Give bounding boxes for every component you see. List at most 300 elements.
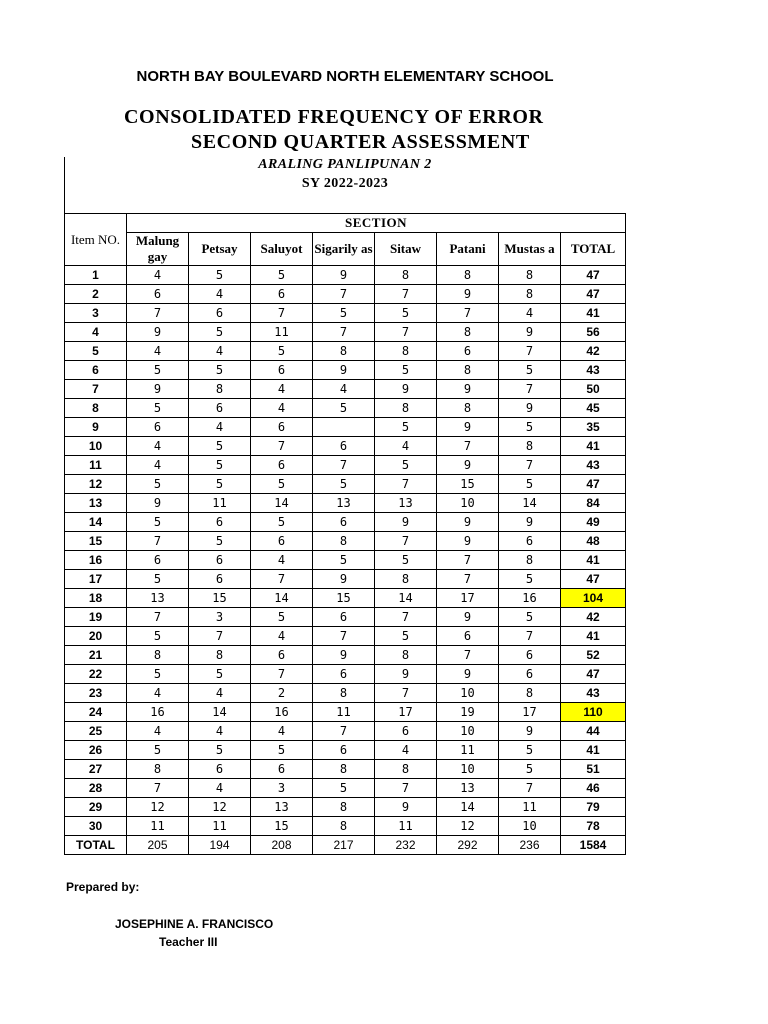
- error-count-cell: 10: [437, 684, 499, 703]
- error-count-cell: 16: [499, 589, 561, 608]
- error-count-cell: 11: [251, 323, 313, 342]
- error-count-cell: 6: [189, 760, 251, 779]
- subject-title: ARALING PANLIPUNAN 2: [258, 157, 432, 172]
- error-count-cell: 5: [499, 475, 561, 494]
- row-total: 41: [561, 741, 626, 760]
- error-count-cell: 13: [437, 779, 499, 798]
- item-number-header: Item NO.: [65, 214, 127, 266]
- table-row: [65, 589, 626, 608]
- error-count-cell: 8: [313, 684, 375, 703]
- error-count-cell: 8: [375, 399, 437, 418]
- error-count-cell: 7: [437, 570, 499, 589]
- table-row: [65, 817, 626, 836]
- row-total: 47: [561, 475, 626, 494]
- error-count-cell: 7: [189, 627, 251, 646]
- error-count-cell: 6: [251, 532, 313, 551]
- error-count-cell: 6: [189, 551, 251, 570]
- error-count-cell: 9: [499, 399, 561, 418]
- error-count-cell: 14: [375, 589, 437, 608]
- column-total: 194: [189, 836, 251, 855]
- table-row: [65, 570, 626, 589]
- error-count-cell: 4: [189, 418, 251, 437]
- error-count-cell: 5: [313, 399, 375, 418]
- error-count-cell: 9: [127, 494, 189, 513]
- error-count-cell: 4: [189, 779, 251, 798]
- error-count-cell: 7: [375, 323, 437, 342]
- error-count-cell: 6: [189, 513, 251, 532]
- error-count-cell: 14: [437, 798, 499, 817]
- error-count-cell: 7: [127, 532, 189, 551]
- error-count-cell: 9: [437, 418, 499, 437]
- error-count-cell: 15: [313, 589, 375, 608]
- error-count-cell: 6: [313, 741, 375, 760]
- error-count-cell: 13: [313, 494, 375, 513]
- error-count-cell: 15: [437, 475, 499, 494]
- error-count-cell: 5: [127, 513, 189, 532]
- row-total: 41: [561, 551, 626, 570]
- error-count-cell: 8: [375, 646, 437, 665]
- column-header-sitaw: Sitaw: [375, 233, 437, 266]
- item-number: 4: [65, 323, 127, 342]
- error-frequency-table: [64, 213, 626, 855]
- error-count-cell: 11: [499, 798, 561, 817]
- error-count-cell: 5: [127, 627, 189, 646]
- table-row: [65, 285, 626, 304]
- error-count-cell: 6: [251, 646, 313, 665]
- error-count-cell: 9: [437, 380, 499, 399]
- error-count-cell: 8: [313, 342, 375, 361]
- error-count-cell: 9: [437, 285, 499, 304]
- column-header-mustasa: Mustas a: [499, 233, 561, 266]
- table-row: [65, 532, 626, 551]
- error-count-cell: 8: [127, 646, 189, 665]
- error-count-cell: 7: [251, 304, 313, 323]
- error-count-cell: 7: [437, 437, 499, 456]
- error-count-cell: 5: [313, 475, 375, 494]
- row-total: 47: [561, 266, 626, 285]
- error-count-cell: 5: [499, 741, 561, 760]
- error-count-cell: 5: [189, 532, 251, 551]
- error-count-cell: 5: [251, 513, 313, 532]
- prepared-by-label: Prepared by:: [66, 880, 140, 894]
- error-count-cell: 7: [437, 646, 499, 665]
- error-count-cell: 5: [127, 361, 189, 380]
- error-count-cell: 7: [375, 475, 437, 494]
- item-number: 19: [65, 608, 127, 627]
- error-count-cell: 15: [189, 589, 251, 608]
- error-count-cell: 8: [499, 266, 561, 285]
- error-count-cell: 5: [189, 266, 251, 285]
- error-count-cell: 7: [375, 684, 437, 703]
- column-header-petsay: Petsay: [189, 233, 251, 266]
- error-count-cell: 5: [251, 608, 313, 627]
- error-count-cell: 4: [499, 304, 561, 323]
- error-count-cell: 4: [375, 741, 437, 760]
- error-count-cell: 7: [375, 608, 437, 627]
- error-count-cell: 9: [313, 646, 375, 665]
- preparer-name: JOSEPHINE A. FRANCISCO: [115, 917, 274, 931]
- table-row: [65, 722, 626, 741]
- table-row: [65, 342, 626, 361]
- item-number: 2: [65, 285, 127, 304]
- item-number: 15: [65, 532, 127, 551]
- error-count-cell: 10: [437, 760, 499, 779]
- row-total: 52: [561, 646, 626, 665]
- item-number: 23: [65, 684, 127, 703]
- error-count-cell: 7: [375, 779, 437, 798]
- error-count-cell: 4: [251, 722, 313, 741]
- error-count-cell: 8: [375, 266, 437, 285]
- error-count-cell: 5: [127, 475, 189, 494]
- column-header-patani: Patani: [437, 233, 499, 266]
- error-count-cell: 9: [437, 608, 499, 627]
- error-count-cell: 6: [189, 399, 251, 418]
- error-count-cell: 6: [499, 646, 561, 665]
- error-count-cell: 12: [127, 798, 189, 817]
- table-row: [65, 361, 626, 380]
- error-count-cell: 5: [189, 437, 251, 456]
- row-total: 46: [561, 779, 626, 798]
- error-count-cell: 4: [251, 551, 313, 570]
- table-row: [65, 798, 626, 817]
- column-header-saluyot: Saluyot: [251, 233, 313, 266]
- error-count-cell: 8: [189, 380, 251, 399]
- row-total: 42: [561, 608, 626, 627]
- error-count-cell: 4: [189, 722, 251, 741]
- error-count-cell: 6: [499, 532, 561, 551]
- error-count-cell: 7: [375, 532, 437, 551]
- item-number: 16: [65, 551, 127, 570]
- error-count-cell: 5: [189, 456, 251, 475]
- row-total: 41: [561, 627, 626, 646]
- error-count-cell: 5: [375, 627, 437, 646]
- row-total: 43: [561, 456, 626, 475]
- error-count-cell: 7: [127, 608, 189, 627]
- error-count-cell: 5: [251, 475, 313, 494]
- item-number: 28: [65, 779, 127, 798]
- item-number: 12: [65, 475, 127, 494]
- error-count-cell: 7: [499, 627, 561, 646]
- error-count-cell: 8: [499, 684, 561, 703]
- error-count-cell: 8: [127, 760, 189, 779]
- error-count-cell: 5: [499, 608, 561, 627]
- item-number: 1: [65, 266, 127, 285]
- error-count-cell: 5: [313, 551, 375, 570]
- table-row: [65, 513, 626, 532]
- error-count-cell: 5: [189, 475, 251, 494]
- error-count-cell: 9: [499, 323, 561, 342]
- preparer-position: Teacher III: [159, 935, 218, 949]
- error-count-cell: 6: [127, 418, 189, 437]
- error-count-cell: 8: [313, 760, 375, 779]
- item-number: 22: [65, 665, 127, 684]
- error-count-cell: 7: [127, 779, 189, 798]
- error-count-cell: 11: [437, 741, 499, 760]
- error-count-cell: 5: [189, 361, 251, 380]
- error-count-cell: 9: [313, 361, 375, 380]
- column-total: 205: [127, 836, 189, 855]
- border-line: [64, 157, 65, 214]
- error-count-cell: 5: [499, 570, 561, 589]
- table-row: [65, 399, 626, 418]
- table-row: [65, 627, 626, 646]
- error-count-cell: 9: [375, 513, 437, 532]
- error-count-cell: 8: [437, 399, 499, 418]
- error-count-cell: 5: [127, 741, 189, 760]
- item-number: 11: [65, 456, 127, 475]
- error-count-cell: 4: [127, 456, 189, 475]
- row-total: 78: [561, 817, 626, 836]
- error-count-cell: 7: [499, 779, 561, 798]
- row-total: 56: [561, 323, 626, 342]
- school-year: SY 2022-2023: [301, 176, 389, 191]
- error-count-cell: 6: [313, 665, 375, 684]
- error-count-cell: 4: [189, 285, 251, 304]
- error-count-cell: 5: [499, 418, 561, 437]
- error-count-cell: 2: [251, 684, 313, 703]
- error-count-cell: 3: [189, 608, 251, 627]
- error-count-cell: 5: [375, 304, 437, 323]
- error-count-cell: 4: [251, 380, 313, 399]
- error-count-cell: 9: [127, 323, 189, 342]
- error-count-cell: 7: [437, 551, 499, 570]
- error-count-cell: 6: [251, 418, 313, 437]
- report-title-line1: CONSOLIDATED FREQUENCY OF ERROR: [124, 106, 544, 128]
- error-count-cell: 11: [375, 817, 437, 836]
- table-row: [65, 703, 626, 722]
- error-count-cell: 6: [437, 627, 499, 646]
- row-total: 41: [561, 304, 626, 323]
- table-row: [65, 551, 626, 570]
- item-number: 27: [65, 760, 127, 779]
- error-count-cell: 4: [375, 437, 437, 456]
- item-number: 29: [65, 798, 127, 817]
- table-row: [65, 684, 626, 703]
- error-count-cell: 15: [251, 817, 313, 836]
- error-count-cell: 6: [189, 304, 251, 323]
- error-count-cell: 7: [499, 380, 561, 399]
- error-count-cell: 12: [437, 817, 499, 836]
- error-count-cell: 4: [251, 399, 313, 418]
- item-number: 17: [65, 570, 127, 589]
- error-count-cell: 8: [499, 551, 561, 570]
- error-count-cell: 5: [189, 665, 251, 684]
- error-count-cell: 5: [499, 361, 561, 380]
- error-count-cell: 6: [313, 437, 375, 456]
- row-total: 43: [561, 361, 626, 380]
- error-count-cell: 17: [375, 703, 437, 722]
- item-number: 24: [65, 703, 127, 722]
- table-row: [65, 437, 626, 456]
- row-total: 51: [561, 760, 626, 779]
- error-count-cell: 9: [375, 380, 437, 399]
- totals-row: [65, 836, 626, 855]
- item-number: 18: [65, 589, 127, 608]
- table-row: [65, 304, 626, 323]
- error-count-cell: 8: [499, 437, 561, 456]
- row-total: 50: [561, 380, 626, 399]
- column-header-sigarilyas: Sigarily as: [313, 233, 375, 266]
- error-count-cell: 8: [499, 285, 561, 304]
- row-total-highlighted: 104: [561, 589, 626, 608]
- error-count-cell: 14: [251, 589, 313, 608]
- item-number: 9: [65, 418, 127, 437]
- item-number: 14: [65, 513, 127, 532]
- error-count-cell: 5: [251, 266, 313, 285]
- table-row: [65, 760, 626, 779]
- error-count-cell: 4: [127, 342, 189, 361]
- row-total: 44: [561, 722, 626, 741]
- error-count-cell: 7: [251, 665, 313, 684]
- section-header: SECTION: [127, 214, 626, 233]
- error-count-cell: 11: [189, 494, 251, 513]
- item-number: 6: [65, 361, 127, 380]
- table-row: [65, 266, 626, 285]
- error-count-cell: 6: [251, 361, 313, 380]
- row-total: 43: [561, 684, 626, 703]
- error-count-cell: 5: [375, 361, 437, 380]
- table-row: [65, 665, 626, 684]
- row-total: 35: [561, 418, 626, 437]
- grand-total: 1584: [561, 836, 626, 855]
- error-count-cell: 5: [189, 741, 251, 760]
- error-count-cell: 16: [251, 703, 313, 722]
- error-count-cell: 4: [127, 266, 189, 285]
- error-count-cell: 5: [189, 323, 251, 342]
- error-count-cell: 9: [437, 456, 499, 475]
- row-total: 42: [561, 342, 626, 361]
- error-count-cell: 14: [251, 494, 313, 513]
- error-count-cell: 8: [189, 646, 251, 665]
- error-count-cell: 8: [313, 532, 375, 551]
- error-count-cell: 8: [437, 323, 499, 342]
- error-count-cell: 9: [313, 570, 375, 589]
- error-count-cell: 4: [251, 627, 313, 646]
- column-total: 292: [437, 836, 499, 855]
- error-count-cell: 5: [251, 741, 313, 760]
- table-row: [65, 741, 626, 760]
- row-total: 45: [561, 399, 626, 418]
- error-count-cell: 8: [375, 342, 437, 361]
- item-number: 25: [65, 722, 127, 741]
- error-count-cell: 10: [499, 817, 561, 836]
- error-count-cell: 5: [375, 456, 437, 475]
- error-count-cell: 7: [375, 285, 437, 304]
- row-total: 48: [561, 532, 626, 551]
- error-count-cell: 9: [499, 722, 561, 741]
- error-count-cell: 7: [127, 304, 189, 323]
- column-total: 236: [499, 836, 561, 855]
- error-count-cell: 6: [251, 760, 313, 779]
- row-total: 79: [561, 798, 626, 817]
- error-count-cell: 17: [499, 703, 561, 722]
- item-number: 7: [65, 380, 127, 399]
- table-body: [65, 266, 626, 836]
- error-count-cell: 14: [189, 703, 251, 722]
- error-count-cell: 7: [499, 456, 561, 475]
- table-row: [65, 380, 626, 399]
- table-row: [65, 323, 626, 342]
- error-count-cell: 9: [127, 380, 189, 399]
- error-count-cell: 9: [313, 266, 375, 285]
- item-number: 3: [65, 304, 127, 323]
- error-count-cell: 4: [127, 684, 189, 703]
- error-count-cell: 10: [437, 722, 499, 741]
- error-count-cell: 7: [313, 627, 375, 646]
- row-total: 49: [561, 513, 626, 532]
- error-count-cell: 7: [251, 570, 313, 589]
- error-count-cell: 7: [437, 304, 499, 323]
- error-count-cell: 5: [375, 551, 437, 570]
- error-count-cell: 7: [313, 323, 375, 342]
- error-count-cell: 9: [375, 665, 437, 684]
- row-total: 84: [561, 494, 626, 513]
- error-count-cell: 6: [127, 285, 189, 304]
- error-count-cell: [313, 418, 375, 437]
- item-number: 21: [65, 646, 127, 665]
- error-count-cell: 7: [499, 342, 561, 361]
- error-count-cell: 7: [313, 456, 375, 475]
- error-count-cell: 11: [127, 817, 189, 836]
- error-count-cell: 6: [499, 665, 561, 684]
- column-total: 232: [375, 836, 437, 855]
- table-row: [65, 608, 626, 627]
- error-count-cell: 6: [375, 722, 437, 741]
- school-name: NORTH BAY BOULEVARD NORTH ELEMENTARY SCHOOL: [136, 68, 554, 85]
- error-count-cell: 3: [251, 779, 313, 798]
- item-number: 5: [65, 342, 127, 361]
- error-count-cell: 11: [313, 703, 375, 722]
- error-count-cell: 7: [313, 285, 375, 304]
- row-total: 47: [561, 285, 626, 304]
- row-total: 47: [561, 665, 626, 684]
- error-count-cell: 13: [251, 798, 313, 817]
- error-count-cell: 17: [437, 589, 499, 608]
- table-row: [65, 456, 626, 475]
- table-row: [65, 418, 626, 437]
- error-count-cell: 16: [127, 703, 189, 722]
- error-count-cell: 4: [127, 722, 189, 741]
- error-count-cell: 8: [437, 266, 499, 285]
- error-count-cell: 9: [437, 665, 499, 684]
- error-count-cell: 12: [189, 798, 251, 817]
- error-count-cell: 6: [313, 513, 375, 532]
- error-count-cell: 5: [127, 665, 189, 684]
- item-number: 26: [65, 741, 127, 760]
- error-count-cell: 6: [189, 570, 251, 589]
- error-count-cell: 13: [127, 589, 189, 608]
- column-header-total: TOTAL: [561, 233, 626, 266]
- error-count-cell: 8: [313, 817, 375, 836]
- error-count-cell: 10: [437, 494, 499, 513]
- error-count-cell: 4: [189, 684, 251, 703]
- item-number: 20: [65, 627, 127, 646]
- row-total: 47: [561, 570, 626, 589]
- error-count-cell: 9: [437, 513, 499, 532]
- error-count-cell: 4: [127, 437, 189, 456]
- error-count-cell: 11: [189, 817, 251, 836]
- error-count-cell: 5: [499, 760, 561, 779]
- column-total: 208: [251, 836, 313, 855]
- column-total: 217: [313, 836, 375, 855]
- totals-label: TOTAL: [65, 836, 127, 855]
- error-count-cell: 9: [499, 513, 561, 532]
- error-count-cell: 6: [127, 551, 189, 570]
- item-number: 10: [65, 437, 127, 456]
- table-row: [65, 646, 626, 665]
- error-count-cell: 6: [251, 456, 313, 475]
- error-count-cell: 5: [375, 418, 437, 437]
